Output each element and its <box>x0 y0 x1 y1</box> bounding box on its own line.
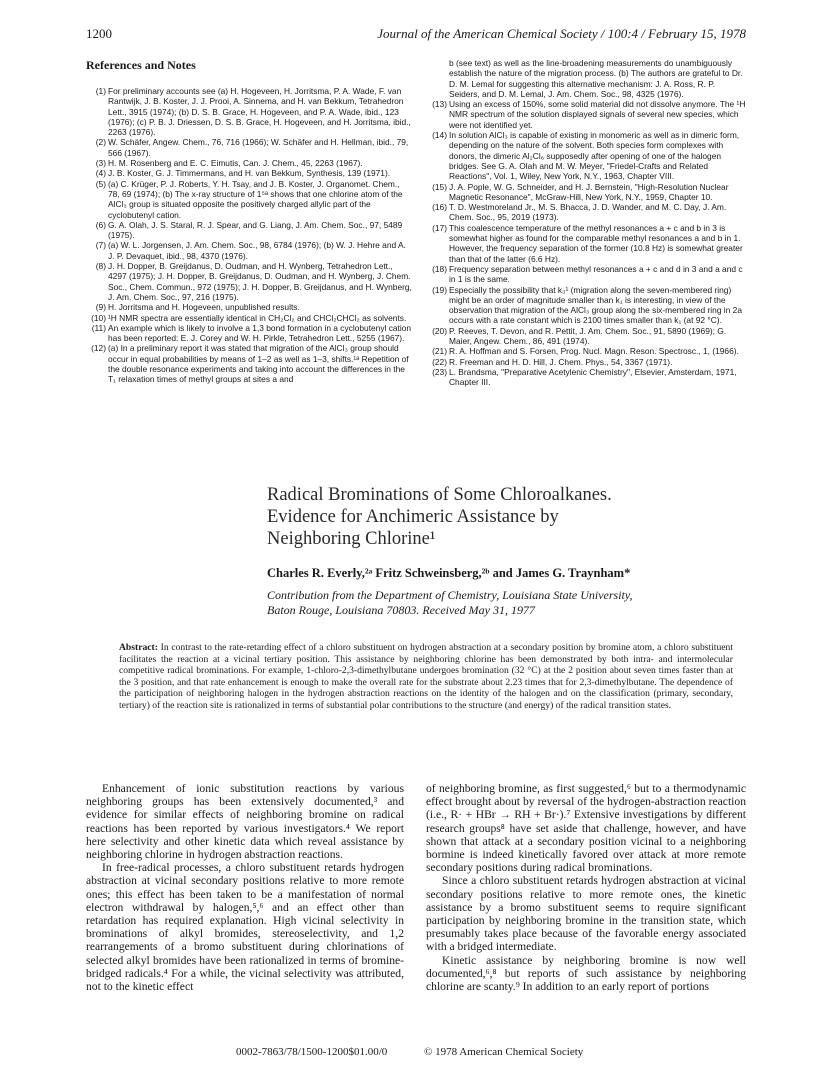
reference-8: (8) J. H. Dopper, B. Greijdanus, D. Oudman, and H. Wynberg, Tetrahedron Lett., 4297 (1975); J. H. Dopper, B. Greijdanus, D. Oudman, and H. Wynberg, J. Chem. Soc., Chem. Commun., 972 (1975); J. H. Dopper, B. Greijdanus, and H. Wynberg, J. Am. Chem. Soc., 97, 216 (1975). <box>95 261 412 302</box>
reference-13: (13) Using an excess of 150%, some solid material did not dissolve anymore. The ¹H NMR spectrum of the solution displayed signals of several new species, which were not identified yet. <box>432 99 746 130</box>
reference-20: (20) P. Reeves, T. Devon, and R. Pettit, J. Am. Chem. Soc., 91, 5890 (1969); G. Maier, Angew. Chem., 86, 491 (1974). <box>432 325 727 347</box>
article-title-line-1: Radical Brominations of Some Chloroalkanes. <box>267 485 612 505</box>
reference-16: (16) T. D. Westmoreland Jr., M. S. Bhacca, J. D. Wander, and M. C. Day, J. Am. Chem. Soc., 95, 2019 (1973). <box>432 202 727 223</box>
reference-14: (14) In solution AlCl₃ is capable of existing in monomeric as well as in dimeric form, depending on the nature of the solvent. Both species form complexes with donors, the dimeric Al₂Cl₆ supposedly after opening of one of the halogen bridges. See G. A. Olah and M. W. Meyer, "Friedel-Crafts and Related Reactions", Vol. 1, Wiley, New York, N.Y., 1963, Chapter VIII. <box>432 130 740 182</box>
reference-23: (23) L. Brandsma, "Preparative Acetylenic Chemistry", Elsevier, Amsterdam, 1971, Chapter III. <box>432 366 737 388</box>
affiliation-line-2: Baton Rouge, Louisiana 70803. Received May 31, 1977 <box>267 603 535 617</box>
reference-12-continuation: b (see text) as well as the line-broadening measurements do unambiguously establish the nature of the migration process. (b) The authors are grateful to Dr. D. M. Lemal for suggesting this alternative mechanism: J. A. Ross, R. P. Seiders, and D. M. Lemal, J. Am. Chem. Soc., 98, 4325 (1976). <box>449 58 743 99</box>
body-paragraph: Kinetic assistance by neighboring bromine is now well documented,⁶,⁸ but reports of such assistance by neighboring chlorine are scanty.⁹ In addition to an early report of portions <box>426 953 746 994</box>
article-title-line-3: Neighboring Chlorine¹ <box>267 529 436 549</box>
reference-1: (1) For preliminary accounts see (a) H. Hogeveen, H. Jorritsma, P. A. Wade, F. van Rantwijk, J. B. Koster, J. J. Prooi, A. Sinnema, and H. van Bekkum, Tetrahedron Lett., 3915 (1974); (b) D. S. B. Grace, H. Hogeveen, and P. A. Wade, ibid., 123 (1976); (c) P. B. J. Driessen, D. S. B. Grace, H. Hogeveen, and H. Jorritsma, ibid., 2263 (1976). <box>95 86 411 138</box>
reference-10: (10) ¹H NMR spectra are essentially identical in CH₂Cl₂ and CHCl₂CHCl₂ as solvents. <box>91 312 407 323</box>
reference-3: (3) H. M. Rosenberg and E. C. Eimutis, Can. J. Chem., 45, 2263 (1967). <box>95 158 363 169</box>
body-paragraph: Enhancement of ionic substitution reactions by various neighboring groups has been extensively documented,³ and evidence for similar effects of neighboring bromine on radical reactions has been reported by various investigators.⁴ We report here selectivity and other kinetic data which reveal assistance by neighboring chlorine in hydrogen abstraction reactions. <box>86 782 404 862</box>
reference-11: (11) An example which is likely to involve a 1,3 bond formation in a cyclobutenyl cation has been reported: E. J. Corey and W. H. Pirkle, Tetrahedron Lett., 5255 (1967). <box>91 322 412 344</box>
reference-22: (22) R. Freeman and H. D. Hill, J. Chem. Phys., 54, 3367 (1971). <box>432 356 673 367</box>
reference-5: (5) (a) C. Krüger, P. J. Roberts, Y. H. Tsay, and J. B. Koster, J. Organomet. Chem., 78, 69 (1974); (b) The x-ray structure of 1⁵ᵃ shows that one chlorine atom of the AlCl₃ group is situated opposite the positively charged allylic part of the cyclobutenyl cation. <box>95 178 403 220</box>
references-left-column <box>86 86 412 385</box>
reference-6: (6) G. A. Olah, J. S. Staral, R. J. Spear, and G. Liang, J. Am. Chem. Soc., 97, 5489 (1975). <box>95 219 403 241</box>
page-number: 1200 <box>86 26 112 41</box>
reference-2: (2) W. Schäfer, Angew. Chem., 76, 716 (1966); W. Schäfer and H. Hellman, ibid., 79, 566 (1967). <box>95 137 409 158</box>
body-paragraph: Since a chloro substituent retards hydrogen abstraction at vicinal secondary positions relative to more remote ones, the kinetic assistance by a bromo substituent seems to require significant participation by neighboring bromine in the transition state, which presumably takes place because of the favorable energy associated with a bridged intermediate. <box>426 874 746 954</box>
reference-7: (7) (a) W. L. Jorgensen, J. Am. Chem. Soc., 98, 6784 (1976); (b) W. J. Hehre and A. J. P. Devaquet, ibid., 98, 4370 (1976). <box>95 240 406 261</box>
reference-17: (17) This coalescence temperature of the methyl resonances a + c and b in 3 is somewhat higher as found for the comparable methyl resonances a and b in 1. However, the frequency separation of the former (10.8 Hz) is somewhat greater than that of the latter (6.6 Hz). <box>432 222 743 264</box>
abstract-label: Abstract: <box>119 642 158 653</box>
reference-9: (9) H. Jorritsma and H. Hogeveen, unpublished results. <box>95 302 300 313</box>
reference-19: (19) Especially the possibility that k₃¹ (migration along the seven-membered ring) might be an order of magnitude smaller than k₁ is interesting, in view of the observation that migration of the AlCl₃ group along the six-membered ring in 2a occurs with a rate constant which is 2100 times smaller than k₁ (at 92 °C). <box>432 284 742 326</box>
abstract-text: In contrast to the rate-retarding effect of a chloro substituent on hydrogen abstraction at a secondary position by bromine atom, a chloro substituent facilitates the reaction at a vicinal tertiary position. This assistance by neighboring chlorine has been demonstrated by both intra- and intermolecular competitive radical brominations. For example, 1-chloro-2,3-dimethylbutane undergoes bromination (32 °C) at the 2 position about seven times faster than at the 3 position, and that rate enhancement is enough to make the overall rate for the substrate about 2.23 times that for 2,3-dimethylbutane. The dependence of the participation of neighboring halogen in the hydrogen abstraction reactions on the identity of the halogen and on the classification (primary, secondary, tertiary) of the reaction site is rationalized in terms of substantial polar contributions to the structure (and energy) of the radical transition states. <box>119 642 733 711</box>
reference-15: (15) J. A. Pople, W. G. Schneider, and H. J. Bernstein, "High-Resolution Nuclear Magnetic Resonance", McGraw-Hill, New York, N.Y., 1959, Chapter 10. <box>432 181 729 202</box>
body-paragraph-continued: of neighboring bromine, as first suggested,⁶ but to a thermodynamic effect brought about by reversal of the hydrogen-abstraction reaction (i.e., R· + HBr → RH + Br·).⁷ Extensive investigations by different research groups⁸ have set aside that challenge, however, and have shown that attack at a secondary position vicinal to a neighboring bormine is indeed kinetically favored over attack at more remote secondary positions during radical brominations. <box>426 782 746 875</box>
article-code: 0002-7863/78/1500-1200$01.00/0 <box>236 1046 388 1058</box>
article-authors: Charles R. Everly,²ᵃ Fritz Schweinsberg,²ᵇ and James G. Traynham* <box>267 566 631 580</box>
reference-4: (4) J. B. Koster, G. J. Timmermans, and H. van Bekkum, Synthesis, 139 (1971). <box>95 168 391 179</box>
body-left-column <box>86 782 404 993</box>
journal-citation: Journal of the American Chemical Society / 100:4 / February 15, 1978 <box>377 26 746 41</box>
affiliation-line-1: Contribution from the Department of Chemistry, Louisiana State University, <box>267 588 633 602</box>
abstract <box>119 642 733 712</box>
reference-12: (12) (a) In a preliminary report it was stated that migration of the AlCl₃ group should occur in equal probabilities by means of 1–2 as well as 1–3, shifts.¹ᵃ Repetition of the double resonance experiments and taking into account the differences in the T₁ relaxation times of methyl groups at sites a and <box>91 343 409 385</box>
references-heading: References and Notes <box>86 58 196 72</box>
reference-18: (18) Frequency separation between methyl resonances a + c and d in 3 and a and c in 1 is the same. <box>432 263 743 285</box>
reference-21: (21) R. A. Hoffman and S. Forsen, Prog. Nucl. Magn. Reson. Spectrosc., 1, (1966). <box>432 346 739 357</box>
article-affiliation <box>267 588 707 618</box>
copyright-notice: © 1978 American Chemical Society <box>424 1046 584 1058</box>
article-title <box>267 484 687 550</box>
body-paragraph: In free-radical processes, a chloro substituent retards hydrogen abstraction at vicinal secondary positions relative to more remote ones; this effect has been taken to be a manifestation of normal electron withdrawal by halogen,⁵,⁶ and an effect other than retardation has required explanation. High vicinal selectivity in brominations of alkyl bromides, stereoselectivity, and 1,2 rearrangements of a bromo substituent during chlorinations of selected alkyl bromides have been rationalized in terms of bromine-bridged radicals.⁴ For a while, the vicinal selectivity was attributed, not to the kinetic effect <box>86 861 404 994</box>
body-right-column <box>426 782 746 993</box>
references-right-column <box>427 58 747 388</box>
running-head <box>86 26 746 44</box>
article-title-line-2: Evidence for Anchimeric Assistance by <box>267 507 559 527</box>
